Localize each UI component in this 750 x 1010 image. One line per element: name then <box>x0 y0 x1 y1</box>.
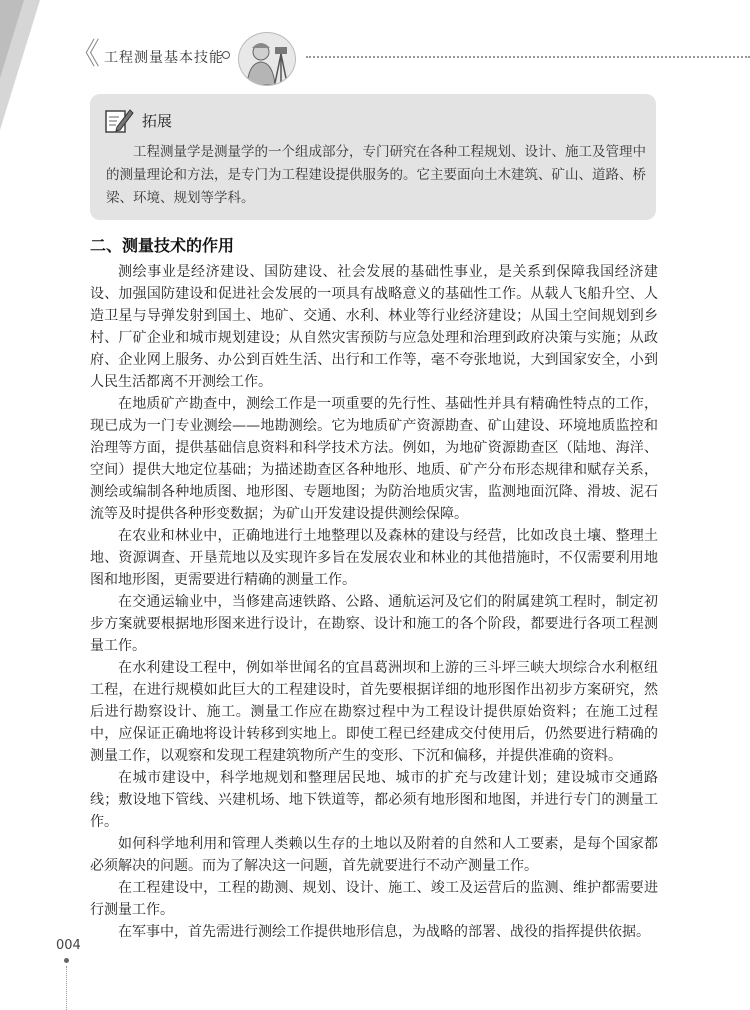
paragraph: 在工程建设中，工程的勘测、规划、设计、施工、竣工及运营后的监测、维护都需要进行测量工作。 <box>90 880 658 918</box>
page-number: 004 <box>56 938 81 953</box>
paragraph: 如何科学地利用和管理人类赖以生存的土地以及附着的自然和人工要素，是每个国家都必须解决的问题。而为了解决这一问题，首先就要进行不动产测量工作。 <box>90 836 658 874</box>
pencil-note-icon <box>104 106 134 134</box>
paragraph: 在地质矿产勘查中，测绘工作是一项重要的先行性、基础性并具有精确性特点的工作，现已成为一门专业测绘——地勘测绘。它为地质矿产资源勘查、矿山建设、环境地质监控和治理等方面，提供基础信息资料和科学技术方法。例如，为地矿资源勘查区（陆地、海洋、空间）提供大地定位基础；为描述勘查区各种地形、地质、矿产分布形态规律和赋存关系，测绘或编制各种地质图、地形图、专题地图；为防治地质灾害，监测地面沉降、滑坡、泥石流等及时提供各种形变数据；为矿山开发建设提供测绘保障。 <box>90 396 658 522</box>
paragraph: 在水利建设工程中，例如举世闻名的宜昌葛洲坝和上游的三斗坪三峡大坝综合水利枢纽工程，在进行规模如此巨大的工程建设时，首先要根据详细的地形图作出初步方案研究，然后进行勘察设计、施工。测量工作应在勘察过程中为工程设计提供原始资料；在施工过程中，应保证正确地将设计转移到实地上。即使工程已经建成交付使用后，仍然要进行精确的测量工作，以观察和发现工程建筑物所产生的变形、下沉和偏移，并提供准确的资料。 <box>90 660 658 764</box>
paragraph: 在农业和林业中，正确地进行土地整理以及森林的建设与经营，比如改良土壤、整理土地、资源调查、开垦荒地以及实现许多旨在发展农业和林业的其他措施时，不仅需要利用地图和地形图，更需要进行精确的测量工作。 <box>90 528 658 588</box>
paragraph: 在交通运输业中，当修建高速铁路、公路、通航运河及它们的附属建筑工程时，制定初步方案就要根据地形图来进行设计，在勘察、设计和施工的各个阶段，都要进行各项工程测量工作。 <box>90 594 658 654</box>
section-heading: 二、测量技术的作用 <box>90 236 235 255</box>
callout-title: 拓展 <box>142 112 173 130</box>
page-number-dot <box>64 958 69 963</box>
body-text <box>90 261 658 943</box>
corner-decoration-inner <box>0 0 24 78</box>
footer-dotted-rule <box>66 966 67 1010</box>
callout-text: 工程测量学是测量学的一个组成部分，专门研究在各种工程规划、设计、施工及管理中的测量理论和方法，是专门为工程建设提供服务的。它主要面向土木建筑、矿山、道路、桥梁、环境、规划等学科。 <box>106 144 646 206</box>
extension-callout-box <box>90 94 656 220</box>
surveyor-with-theodolite-icon <box>238 32 296 86</box>
double-chevron-left-icon: 《 <box>70 37 90 72</box>
running-header <box>70 36 740 80</box>
paragraph: 在军事中，首先需进行测绘工作提供地形信息，为战略的部署、战役的指挥提供依据。 <box>118 924 650 940</box>
paragraph: 测绘事业是经济建设、国防建设、社会发展的基础性事业，是关系到保障我国经济建设、加强国防建设和促进社会发展的一项具有战略意义的基础性工作。从载人飞船升空、人造卫星与导弹发射到国土、地矿、交通、水利、林业等行业经济建设；从国土空间规划到乡村、厂矿企业和城市规划建设；从自然灾害预防与应急处理和治理到政府决策与实施；从政府、企业网上服务、办公到百姓生活、出行和工作等，毫不夸张地说，大到国家安全，小到人民生活都离不开测绘工作。 <box>90 264 658 390</box>
paragraph: 在城市建设中，科学地规划和整理居民地、城市的扩充与改建计划；建设城市交通路线；敷设地下管线、兴建机场、地下铁道等，都必须有地形图和地图，并进行专门的测量工作。 <box>90 770 658 830</box>
bullet-circle-icon <box>222 51 230 59</box>
header-dotted-rule <box>306 56 750 58</box>
running-header-title: 工程测量基本技能 <box>104 50 224 66</box>
